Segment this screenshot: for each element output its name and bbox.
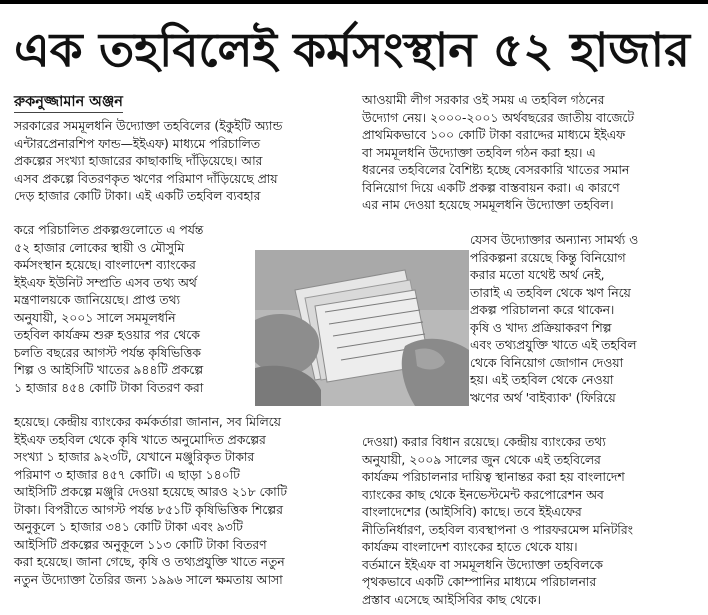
text-line: অনুকূলে ১ হাজার ৩৪১ কোটি টাকা এবং ৯৩টি (14, 520, 243, 534)
text-line: আইসিটি প্রকল্পে মঞ্জুরি দেওয়া হয়েছে আরও ২১৮ কোটি (14, 485, 287, 499)
text-line: এন্টারপ্রেনারশিপ ফান্ড—ইইএফ) মাধ্যমে পরিচালিত (14, 136, 260, 151)
text-line: বা সমমূলধনি উদ্যোক্তা তহবিল গঠন করা হয়। এ (362, 145, 596, 160)
text-line: তহবিল কার্যক্রম শুরু হওয়ার পর থেকে (14, 328, 200, 342)
text-line: করা হয়েছে। জানা গেছে, কৃষি ও তথ্যপ্রযুক্তি খাতে নতুন (14, 555, 285, 569)
text-line: পরিমাণ ৩ হাজার ৪৫৭ কোটি। এ ছাড়া ১৪০টি (14, 467, 240, 482)
text-line: প্রকল্প পরিচালনা করে থাকেন। (470, 303, 615, 317)
text-line: বাংলাদেশের (আইসিবি) কাছে। তবে ইইএফের (362, 505, 582, 519)
text-line: ঋণের অর্থ 'বাইব্যাক' (ফিরিয়ে (470, 390, 616, 405)
text-line: শিল্প ও আইসিটি খাতের ৯৪৪টি প্রকল্পে (14, 363, 203, 377)
text-line: আওয়ামী লীগ সরকার ওই সময় এ তহবিল গঠনের (362, 93, 605, 107)
text-line: প্রস্তাব এসেছে আইসিবির কাছ থেকে। (362, 592, 541, 607)
text-line: ৫২ হাজার লোকের স্থায়ী ও মৌসুমি (14, 240, 185, 255)
text-line: পরিকল্পনা রয়েছে কিন্তু বিনিয়োগ (470, 250, 626, 265)
text-line: চলতি বছরের আগস্ট পর্যন্ত কৃষিভিত্তিক (14, 345, 201, 360)
text-line: কর্মসংস্থান হয়েছে। বাংলাদেশ ব্যাংকের (14, 258, 196, 272)
headline: এক তহবিলেই কর্মসংস্থান ৫২ হাজার (14, 23, 690, 78)
text-line: থেকে বিনিয়োগ জোগান দেওয়া (470, 355, 624, 370)
left-column-top (14, 118, 354, 206)
text-line: হয়। এই তহবিল থেকে নেওয়া (470, 373, 614, 387)
text-line: সংখ্যা ১ হাজার ৯২৩টি, যেখানে মঞ্জুরিকৃত টাকার (14, 450, 255, 464)
text-line: প্রাথমিকভাবে ১০০ কোটি টাকা বরাদ্দের মাধ্যমে ইইএফ (362, 128, 626, 142)
byline: রুকনুজ্জামান অঞ্জন (14, 92, 123, 113)
text-line: অনুযায়ী, ২০০৯ সালের জুন থেকে এই তহবিলের (362, 452, 601, 467)
text-line: কার্যক্রম বাংলাদেশ ব্যাংকের হাতে থেকে যায়। (362, 540, 578, 554)
text-line: করে পরিচালিত প্রকল্পগুলোতে এ পর্যন্ত (14, 223, 204, 237)
text-line: মন্ত্রণালয়কে জানিয়েছে। প্রাপ্ত তথ্য (14, 293, 181, 307)
text-line: তারাই এ তহবিল থেকে ঋণ নিয়ে (470, 285, 631, 300)
text-line: টাকা। বিপরীতে আগস্ট পর্যন্ত ৮৫১টি কৃষিভিত্তিক শিল্পের (14, 502, 283, 517)
money-counting-photo (255, 250, 469, 406)
text-line: উদ্যোগ নেয়। ২০০০-২০০১ অর্থবছরের জাতীয় বাজেটে (362, 110, 634, 125)
text-line: সরকারের সমমূলধনি উদ্যোক্তা তহবিলের (ইকুইটি অ্যান্ড (14, 119, 283, 133)
text-line: পৃথকভাবে একটি কোম্পানির মাধ্যমে পরিচালনার (362, 575, 597, 589)
left-column-wrap (14, 222, 264, 397)
text-line: আইসিটি প্রকল্পের অনুকূলে ১১৩ কোটি টাকা বিতরণ (14, 537, 267, 552)
text-line: বিনিয়োগ দিয়ে একটি প্রকল্প বাস্তবায়ন করা। এ কারণে (362, 180, 620, 195)
text-line: নতুন উদ্যোক্তা তৈরির জন্য ১৯৯৬ সালে ক্ষমতায় আসা (14, 572, 283, 587)
text-line: নীতিনির্ধারণ, তহবিল ব্যবস্থাপনা ও পারফরমেন্স মনিটরিং (362, 522, 633, 537)
text-line: অনুযায়ী, ২০০১ সালে সমমূলধনি (14, 310, 176, 325)
text-line: কার্যক্রম পরিচালনার দায়িত্ব স্থানান্তর করা হয় বাংলাদেশ (362, 470, 625, 484)
right-column-top (362, 92, 698, 215)
right-column-wrap (470, 232, 698, 407)
text-line: করার মতো যথেষ্ট অর্থ নেই, (470, 268, 605, 282)
text-line: দেওয়া) করার বিধান রয়েছে। কেন্দ্রীয় ব্যাংকের তথ্য (362, 435, 606, 449)
right-column-bottom (362, 434, 698, 609)
text-line: হয়েছে। কেন্দ্রীয় ব্যাংকের কর্মকর্তারা জানান, সব মিলিয়ে (14, 415, 281, 429)
text-line: এর নাম দেওয়া হয়েছে সমমূলধনি উদ্যোক্তা তহবিল। (362, 198, 614, 212)
text-line: ব্যাংকের কাছ থেকে ইনভেস্টমেন্ট করপোরেশন অব (362, 487, 604, 502)
text-line: দেড় হাজার কোটি টাকা। এই একটি তহবিল ব্যবহার (14, 189, 261, 203)
text-line: ইইএফ তহবিল থেকে কৃষি খাতে অনুমোদিত প্রকল্পের (14, 432, 266, 447)
text-line: কৃষি ও খাদ্য প্রক্রিয়াকরণ শিল্প (470, 320, 612, 335)
text-line: ১ হাজার ৪৫৪ কোটি টাকা বিতরণ করা (14, 380, 204, 395)
text-line: প্রকল্পের সংখ্যা হাজারের কাছাকাছি দাঁড়িয়েছে। আর (14, 154, 263, 168)
text-line: ইইএফ ইউনিট সম্প্রতি এসব তথ্য অর্থ (14, 275, 197, 290)
text-line: এসব প্রকল্পে বিতরণকৃত ঋণের পরিমাণ দাঁড়িয়েছে প্রায় (14, 171, 278, 186)
left-column-bottom (14, 414, 354, 589)
text-line: বর্তমানে ইইএফ বা সমমূলধনি উদ্যোক্তা তহবিলকে (362, 557, 603, 572)
money-counting-image (255, 250, 469, 406)
text-line: এবং তথ্যপ্রযুক্তি খাতে এই তহবিল (470, 338, 637, 352)
text-line: যেসব উদ্যোক্তার অন্যান্য সামর্থ্য ও (470, 233, 639, 247)
top-rule (0, 0, 708, 4)
text-line: ধরনের তহবিলের বৈশিষ্ট্য হচ্ছে বেসরকারি খাতের সমান (362, 163, 630, 177)
